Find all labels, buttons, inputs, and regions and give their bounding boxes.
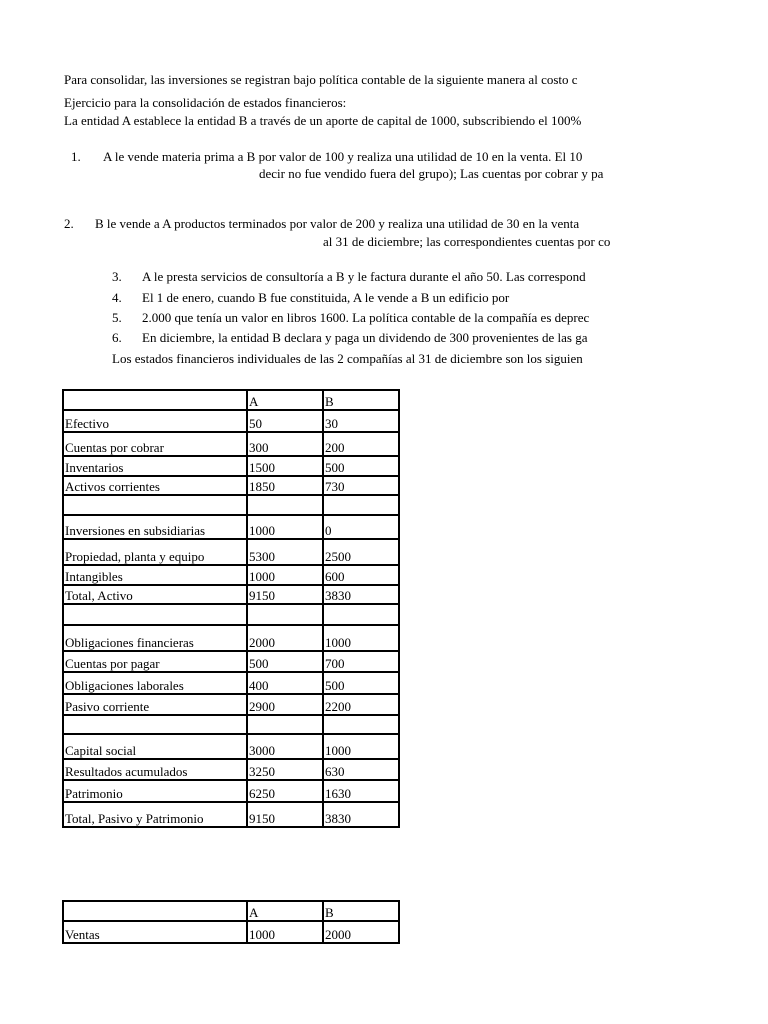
row-label-cell xyxy=(63,390,247,410)
table-header-row xyxy=(63,390,399,410)
value-cell-b: 630 xyxy=(323,759,399,780)
value-cell-b: 500 xyxy=(323,672,399,694)
table-row xyxy=(63,759,399,780)
item-2-line-2: al 31 de diciembre; las correspondientes cuentas por co xyxy=(323,234,611,249)
intro-line-1: Para consolidar, las inversiones se registran bajo política contable de la siguiente manera al costo c xyxy=(64,72,578,87)
value-cell-b: 2000 xyxy=(323,921,399,943)
table-row xyxy=(63,651,399,672)
item-2-number: 2. xyxy=(64,216,74,231)
value-cell-a: 2000 xyxy=(247,625,323,651)
value-cell-a: 3250 xyxy=(247,759,323,780)
value-cell-b: 0 xyxy=(323,515,399,539)
value-cell-a: 2900 xyxy=(247,694,323,715)
table-row xyxy=(63,585,399,604)
table-row xyxy=(63,921,399,943)
row-label-cell: Cuentas por pagar xyxy=(63,651,247,672)
row-label-cell: Obligaciones laborales xyxy=(63,672,247,694)
value-cell-a: 3000 xyxy=(247,734,323,759)
value-cell-a: 1850 xyxy=(247,476,323,495)
value-cell-a xyxy=(247,715,323,734)
table-row xyxy=(63,715,399,734)
value-cell-a: 9150 xyxy=(247,585,323,604)
value-cell-b: 200 xyxy=(323,432,399,456)
table-row xyxy=(63,515,399,539)
value-cell-a: 50 xyxy=(247,410,323,432)
table-row xyxy=(63,432,399,456)
value-cell-a: 1000 xyxy=(247,515,323,539)
table-row xyxy=(63,625,399,651)
value-cell-a: 500 xyxy=(247,651,323,672)
table-row xyxy=(63,780,399,802)
table-row xyxy=(63,734,399,759)
item-6-number: 6. xyxy=(112,330,122,345)
value-cell-b: 600 xyxy=(323,565,399,585)
row-label-cell: Capital social xyxy=(63,734,247,759)
value-cell-b: 730 xyxy=(323,476,399,495)
item-3-number: 3. xyxy=(112,269,122,284)
value-cell-b: 3830 xyxy=(323,585,399,604)
value-cell-a: A xyxy=(247,901,323,921)
value-cell-b: 30 xyxy=(323,410,399,432)
item-6-text: En diciembre, la entidad B declara y paga un dividendo de 300 provenientes de las ga xyxy=(142,330,588,345)
row-label-cell xyxy=(63,901,247,921)
row-label-cell xyxy=(63,715,247,734)
row-label-cell: Efectivo xyxy=(63,410,247,432)
item-4-number: 4. xyxy=(112,290,122,305)
text-region xyxy=(0,0,658,380)
row-label-cell: Intangibles xyxy=(63,565,247,585)
item-5-number: 5. xyxy=(112,310,122,325)
value-cell-b xyxy=(323,495,399,515)
value-cell-b: B xyxy=(323,901,399,921)
value-cell-b xyxy=(323,715,399,734)
item-3-text: A le presta servicios de consultoría a B y le factura durante el año 50. Las correspond xyxy=(142,269,586,284)
table-row xyxy=(63,694,399,715)
row-label-cell: Total, Pasivo y Patrimonio xyxy=(63,802,247,827)
row-label-cell: Total, Activo xyxy=(63,585,247,604)
row-label-cell xyxy=(63,604,247,625)
intro-line-3: La entidad A establece la entidad B a través de un aporte de capital de 1000, subscribiendo el 100% xyxy=(64,113,582,128)
balance-sheet-table xyxy=(62,389,400,828)
item-4-text: El 1 de enero, cuando B fue constituida, A le vende a B un edificio por xyxy=(142,290,510,305)
value-cell-b: 1630 xyxy=(323,780,399,802)
value-cell-b xyxy=(323,604,399,625)
row-label-cell: Ventas xyxy=(63,921,247,943)
row-label-cell: Activos corrientes xyxy=(63,476,247,495)
row-label-cell: Propiedad, planta y equipo xyxy=(63,539,247,565)
item-1-line-2: decir no fue vendido fuera del grupo); Las cuentas por cobrar y pa xyxy=(259,166,604,181)
table-header-row xyxy=(63,901,399,921)
item-1-line-1: A le vende materia prima a B por valor de 100 y realiza una utilidad de 10 en la venta. El 10 xyxy=(103,149,583,164)
table-row xyxy=(63,539,399,565)
row-label-cell: Patrimonio xyxy=(63,780,247,802)
item-2-line-1: B le vende a A productos terminados por valor de 200 y realiza una utilidad de 30 en la venta xyxy=(95,216,580,231)
row-label-cell: Cuentas por cobrar xyxy=(63,432,247,456)
value-cell-b: 700 xyxy=(323,651,399,672)
value-cell-b: 3830 xyxy=(323,802,399,827)
row-label-cell: Resultados acumulados xyxy=(63,759,247,780)
value-cell-a xyxy=(247,495,323,515)
value-cell-a: 1500 xyxy=(247,456,323,476)
row-label-cell xyxy=(63,495,247,515)
value-cell-b: 1000 xyxy=(323,734,399,759)
value-cell-a: 1000 xyxy=(247,565,323,585)
intro-line-2: Ejercicio para la consolidación de estados financieros: xyxy=(64,95,347,110)
value-cell-a: 9150 xyxy=(247,802,323,827)
value-cell-b: 2200 xyxy=(323,694,399,715)
table-row xyxy=(63,410,399,432)
row-label-cell: Obligaciones financieras xyxy=(63,625,247,651)
income-statement-table xyxy=(62,900,400,944)
value-cell-b: 500 xyxy=(323,456,399,476)
value-cell-b: 1000 xyxy=(323,625,399,651)
item-5-text: 2.000 que tenía un valor en libros 1600. La política contable de la compañía es deprec xyxy=(142,310,590,325)
table-row xyxy=(63,495,399,515)
table-row xyxy=(63,672,399,694)
value-cell-a: 300 xyxy=(247,432,323,456)
value-cell-b: B xyxy=(323,390,399,410)
value-cell-a: 1000 xyxy=(247,921,323,943)
item-1-number: 1. xyxy=(71,149,81,164)
value-cell-a: A xyxy=(247,390,323,410)
value-cell-a: 6250 xyxy=(247,780,323,802)
table-row xyxy=(63,604,399,625)
row-label-cell: Inversiones en subsidiarias xyxy=(63,515,247,539)
table-row xyxy=(63,565,399,585)
value-cell-a xyxy=(247,604,323,625)
table-row xyxy=(63,456,399,476)
row-label-cell: Inventarios xyxy=(63,456,247,476)
value-cell-b: 2500 xyxy=(323,539,399,565)
row-label-cell: Pasivo corriente xyxy=(63,694,247,715)
table-row xyxy=(63,802,399,827)
value-cell-a: 5300 xyxy=(247,539,323,565)
value-cell-a: 400 xyxy=(247,672,323,694)
closing-line: Los estados financieros individuales de las 2 compañías al 31 de diciembre son los siguien xyxy=(112,351,583,366)
table-row xyxy=(63,476,399,495)
